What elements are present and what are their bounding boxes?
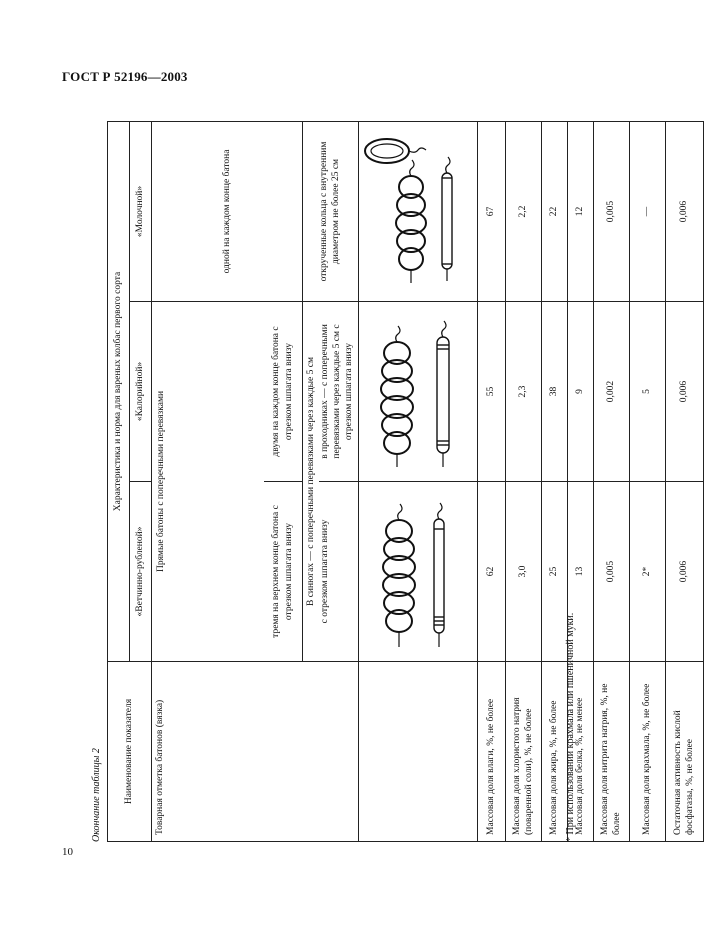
straight-header: Прямые батоны с поперечными перевязками xyxy=(152,302,264,662)
straight-kaloriynoy: двумя на каждом конце батона с отрезком шпагата внизу xyxy=(264,302,303,482)
row-name: Массовая доля жира, %, не более xyxy=(541,662,567,842)
row-name: Массовая доля крахмала, %, не более xyxy=(629,662,665,842)
straight-sausage-icon xyxy=(442,157,452,281)
prokhodnik-sausage-icon xyxy=(381,326,413,467)
row-value: 55 xyxy=(477,302,505,482)
row-value: 2* xyxy=(629,482,665,662)
marking-label: Товарная отметка батонов (вязка) xyxy=(152,662,359,842)
sausage-ring-icon xyxy=(365,139,426,163)
product-header-kaloriynoy: «Калорийной» xyxy=(130,302,152,482)
row-value: 5 xyxy=(629,302,665,482)
row-value: 0,005 xyxy=(593,482,629,662)
row-value: 3,0 xyxy=(505,482,541,662)
straight-sausage-icon xyxy=(434,503,444,647)
synyug-vetchinno: с отрезком шпагата внизу xyxy=(319,482,359,662)
row-value: 2,3 xyxy=(505,302,541,482)
row-value: 25 xyxy=(541,482,567,662)
row-value: 0,006 xyxy=(665,482,703,662)
table-caption: Окончание таблицы 2 xyxy=(91,748,102,842)
row-name: Массовая доля хлористого натрия (поваренной соли), %, не более xyxy=(505,662,541,842)
row-value: 2,2 xyxy=(505,122,541,302)
row-value: — xyxy=(629,122,665,302)
row-value: 22 xyxy=(541,122,567,302)
synyug-molochnoy: открученные кольца с внутренним диаметром не более 25 см xyxy=(302,122,358,302)
row-name: Массовая доля белка, %, не менее xyxy=(567,662,593,842)
product-header-vetchinno: «Ветчинно-рубленой» xyxy=(130,482,152,662)
page-number: 10 xyxy=(62,846,73,858)
image-row-label xyxy=(358,662,477,842)
straight-sausage-icon xyxy=(437,321,449,467)
row-name: Массовая доля нитрита натрия, %, не более xyxy=(593,662,629,842)
document-header: ГОСТ Р 52196—2003 xyxy=(62,69,188,84)
indicator-header: Наименование показателя xyxy=(108,662,152,842)
product-header-molochnoy: «Молочной» xyxy=(130,122,152,302)
row-value: 12 xyxy=(567,122,593,302)
straight-vetchinno: тремя на верхнем конце батона с отрезком шпагата внизу xyxy=(264,482,303,662)
row-value: 13 xyxy=(567,482,593,662)
rotated-table-block xyxy=(87,122,696,842)
group-header: Характеристика и норма для вареных колбас первого сорта xyxy=(108,122,130,662)
sausage-image-kaloriynoy xyxy=(358,302,477,482)
table-footnote: * При использовании крахмала или пшеничной муки. xyxy=(565,612,576,842)
characteristics-table xyxy=(107,121,704,842)
row-value: 9 xyxy=(567,302,593,482)
row-value: 0,005 xyxy=(593,122,629,302)
row-name: Остаточная активность кислой фосфатазы, %, не более xyxy=(665,662,703,842)
sausage-image-vetchinno xyxy=(358,482,477,662)
row-value: 67 xyxy=(477,122,505,302)
row-value: 0,002 xyxy=(593,302,629,482)
row-value: 62 xyxy=(477,482,505,662)
row-value: 0,006 xyxy=(665,302,703,482)
synyug-kaloriynoy: в проходниках — с поперечными перевязками через каждые 5 см с отрезком шпагата внизу xyxy=(319,302,359,482)
row-value: 38 xyxy=(541,302,567,482)
sausage-image-molochnoy xyxy=(358,122,477,302)
row-name: Массовая доля влаги, %, не более xyxy=(477,662,505,842)
synyug-sausage-icon xyxy=(396,160,426,283)
synyug-sausage-icon xyxy=(383,504,415,647)
straight-molochnoy: одной на каждом конце батона xyxy=(152,122,303,302)
row-value: 0,006 xyxy=(665,122,703,302)
synyug-header: В синюгах — с поперечными перевязками через каждые 5 см xyxy=(302,302,319,662)
